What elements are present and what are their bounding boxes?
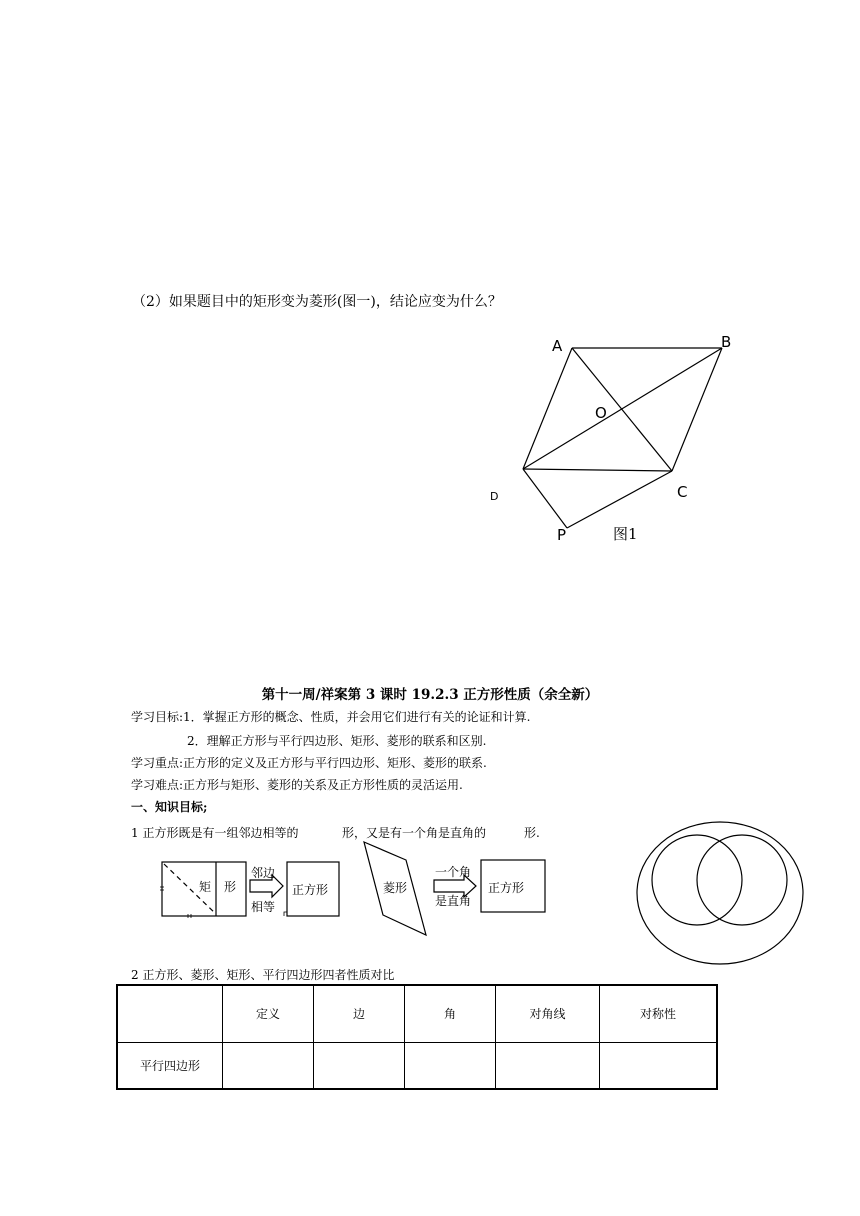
table-cell xyxy=(496,1042,600,1089)
edge-cd xyxy=(523,469,672,471)
header-cell: 角 xyxy=(405,985,496,1042)
arrow-1-bottom-label: 相等 xyxy=(251,900,276,914)
relationship-diagram xyxy=(155,838,555,943)
arrow-1-top-label: 邻边 xyxy=(251,866,276,880)
label-b: B xyxy=(721,333,732,351)
table-cell xyxy=(405,1042,496,1089)
rectangle-label-1: 矩 xyxy=(199,880,212,894)
edge-bc xyxy=(672,348,722,471)
row-label-cell: 平行四边形 xyxy=(117,1042,223,1089)
table-header-row xyxy=(117,985,717,1042)
figure-caption: 图1 xyxy=(613,525,638,543)
diagonal-bd xyxy=(523,348,722,469)
header-cell: 定义 xyxy=(223,985,314,1042)
objective-1: 学习目标:1．掌握正方形的概念、性质，并会用它们进行有关的论证和计算. xyxy=(131,710,531,724)
edge-da xyxy=(523,348,572,469)
outer-circle xyxy=(637,822,803,964)
segment-dp xyxy=(523,469,567,528)
rectangle-label-2: 形 xyxy=(224,880,237,894)
arrow-2-bottom-label: 是直角 xyxy=(435,894,472,908)
item-1-part-2: 形，又是有一个角是直角的 xyxy=(342,826,487,840)
rhombus-label: 菱形 xyxy=(383,881,408,895)
difficulty: 学习难点:正方形与矩形、菱形的关系及正方形性质的灵活运用. xyxy=(131,778,463,792)
label-a: A xyxy=(552,337,563,355)
header-cell: 对角线 xyxy=(496,985,600,1042)
table-cell xyxy=(600,1042,718,1089)
square-2-label: 正方形 xyxy=(488,881,525,895)
header-cell: 边 xyxy=(314,985,405,1042)
item-1-part-1: 1 正方形既是有一组邻边相等的 xyxy=(131,826,299,840)
header-cell: 对称性 xyxy=(600,985,718,1042)
key-points: 学习重点:正方形的定义及正方形与平行四边形、矩形、菱形的联系. xyxy=(131,756,487,770)
question-2: （2）如果题目中的矩形变为菱形(图一)，结论应变为什么？ xyxy=(132,294,502,310)
section-1-heading: 一、知识目标; xyxy=(131,800,208,814)
table-cell xyxy=(223,1042,314,1089)
table-row xyxy=(117,1042,717,1089)
segment-pc xyxy=(567,471,672,528)
nested-circles-diagram xyxy=(632,820,812,970)
arrow-2-top-label: 一个角 xyxy=(435,865,472,879)
objective-2: 2．理解正方形与平行四边形、矩形、菱形的联系和区别. xyxy=(187,734,487,748)
item-2: 2 正方形、菱形、矩形、平行四边形四者性质对比 xyxy=(131,968,395,982)
comparison-table xyxy=(116,984,718,1090)
figure-1-rhombus xyxy=(480,325,750,550)
lesson-title: 第十一周/祥案第 3 课时 19.2.3 正方形性质（余全新） xyxy=(261,687,599,703)
square-1-label: 正方形 xyxy=(292,883,329,897)
label-o: O xyxy=(595,404,607,422)
label-p: P xyxy=(557,526,567,544)
header-cell xyxy=(117,985,223,1042)
table-cell xyxy=(314,1042,405,1089)
item-1-part-3: 形. xyxy=(524,826,540,840)
label-d: D xyxy=(490,490,499,503)
label-c: C xyxy=(677,483,688,501)
